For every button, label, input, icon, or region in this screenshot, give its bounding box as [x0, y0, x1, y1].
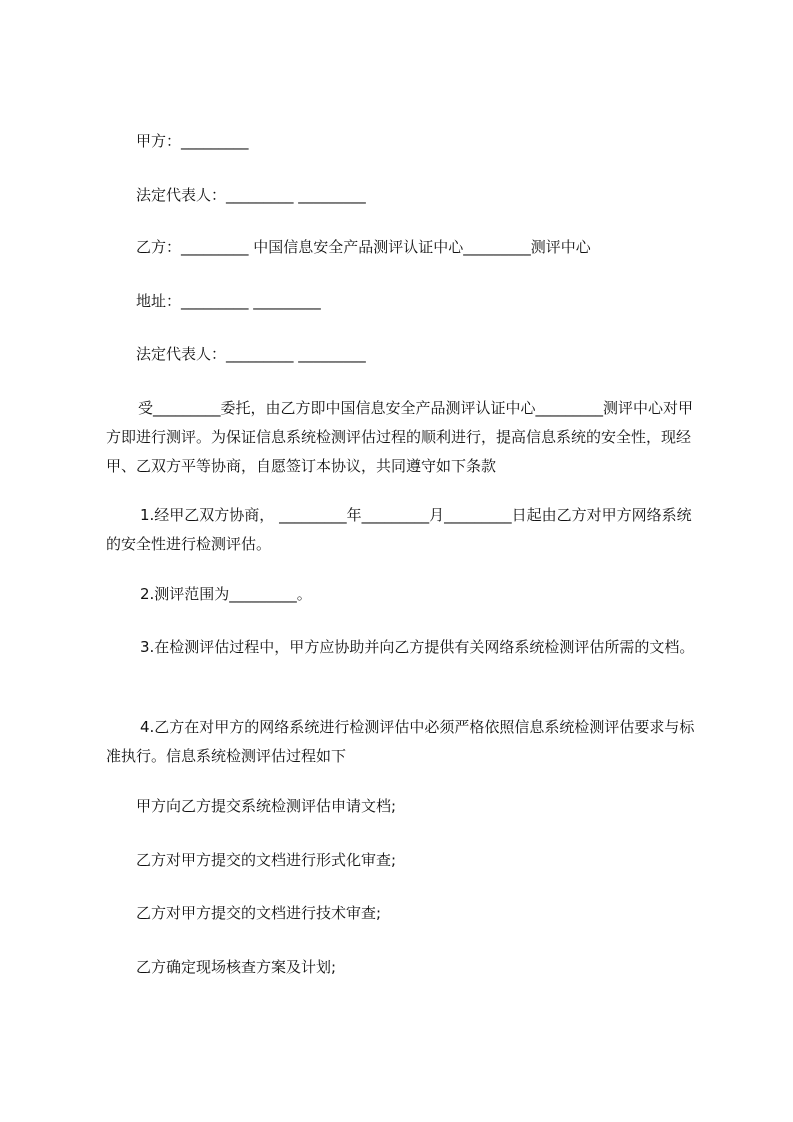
party-a-line: 甲方：_________	[136, 132, 249, 150]
clause-2-text: 2.测评范围为_________。	[140, 585, 312, 603]
process-step-3: 乙方对甲方提交的文档进行技术审查;	[136, 904, 382, 922]
legal-representative-line-1: 法定代表人：_________ _________	[136, 186, 366, 204]
party-b-line: 乙方：_________ 中国信息安全产品测评认证中心_________测评中心	[136, 238, 591, 256]
intro-text: 受_________委托，由乙方即中国信息安全产品测评认证中心_________测评中心对甲方即进行测评。为保证信息系统检测评估过程的顺利进行，提高信息系统的安全性，现经甲、乙双方平等协商，自愿签订本协议，共同遵守如下条款	[106, 399, 694, 475]
address-line: 地址：_________ _________	[136, 292, 321, 310]
process-step-1: 甲方向乙方提交系统检测评估申请文档;	[136, 797, 397, 815]
clause-1-paragraph	[106, 501, 706, 559]
clause-3-text: 3.在检测评估过程中，甲方应协助并向乙方提供有关网络系统检测评估所需的文档。	[140, 638, 695, 656]
process-step-4: 乙方确定现场核查方案及计划;	[136, 958, 337, 976]
legal-representative-line-2: 法定代表人：_________ _________	[136, 345, 366, 363]
clause-1-text: 1.经甲乙双方协商， _________年_________月_________日起由乙方对甲方网络系统的安全性进行检测评估。	[106, 506, 692, 553]
clause-4-text: 4.乙方在对甲方的网络系统进行检测评估中必须严格依照信息系统检测评估要求与标准执行。信息系统检测评估过程如下	[106, 718, 695, 765]
intro-paragraph	[106, 394, 706, 481]
clause-2-paragraph	[106, 580, 706, 609]
clause-3-paragraph	[106, 633, 706, 662]
clause-4-paragraph	[106, 713, 706, 771]
process-step-2: 乙方对甲方提交的文档进行形式化审查;	[136, 851, 397, 869]
